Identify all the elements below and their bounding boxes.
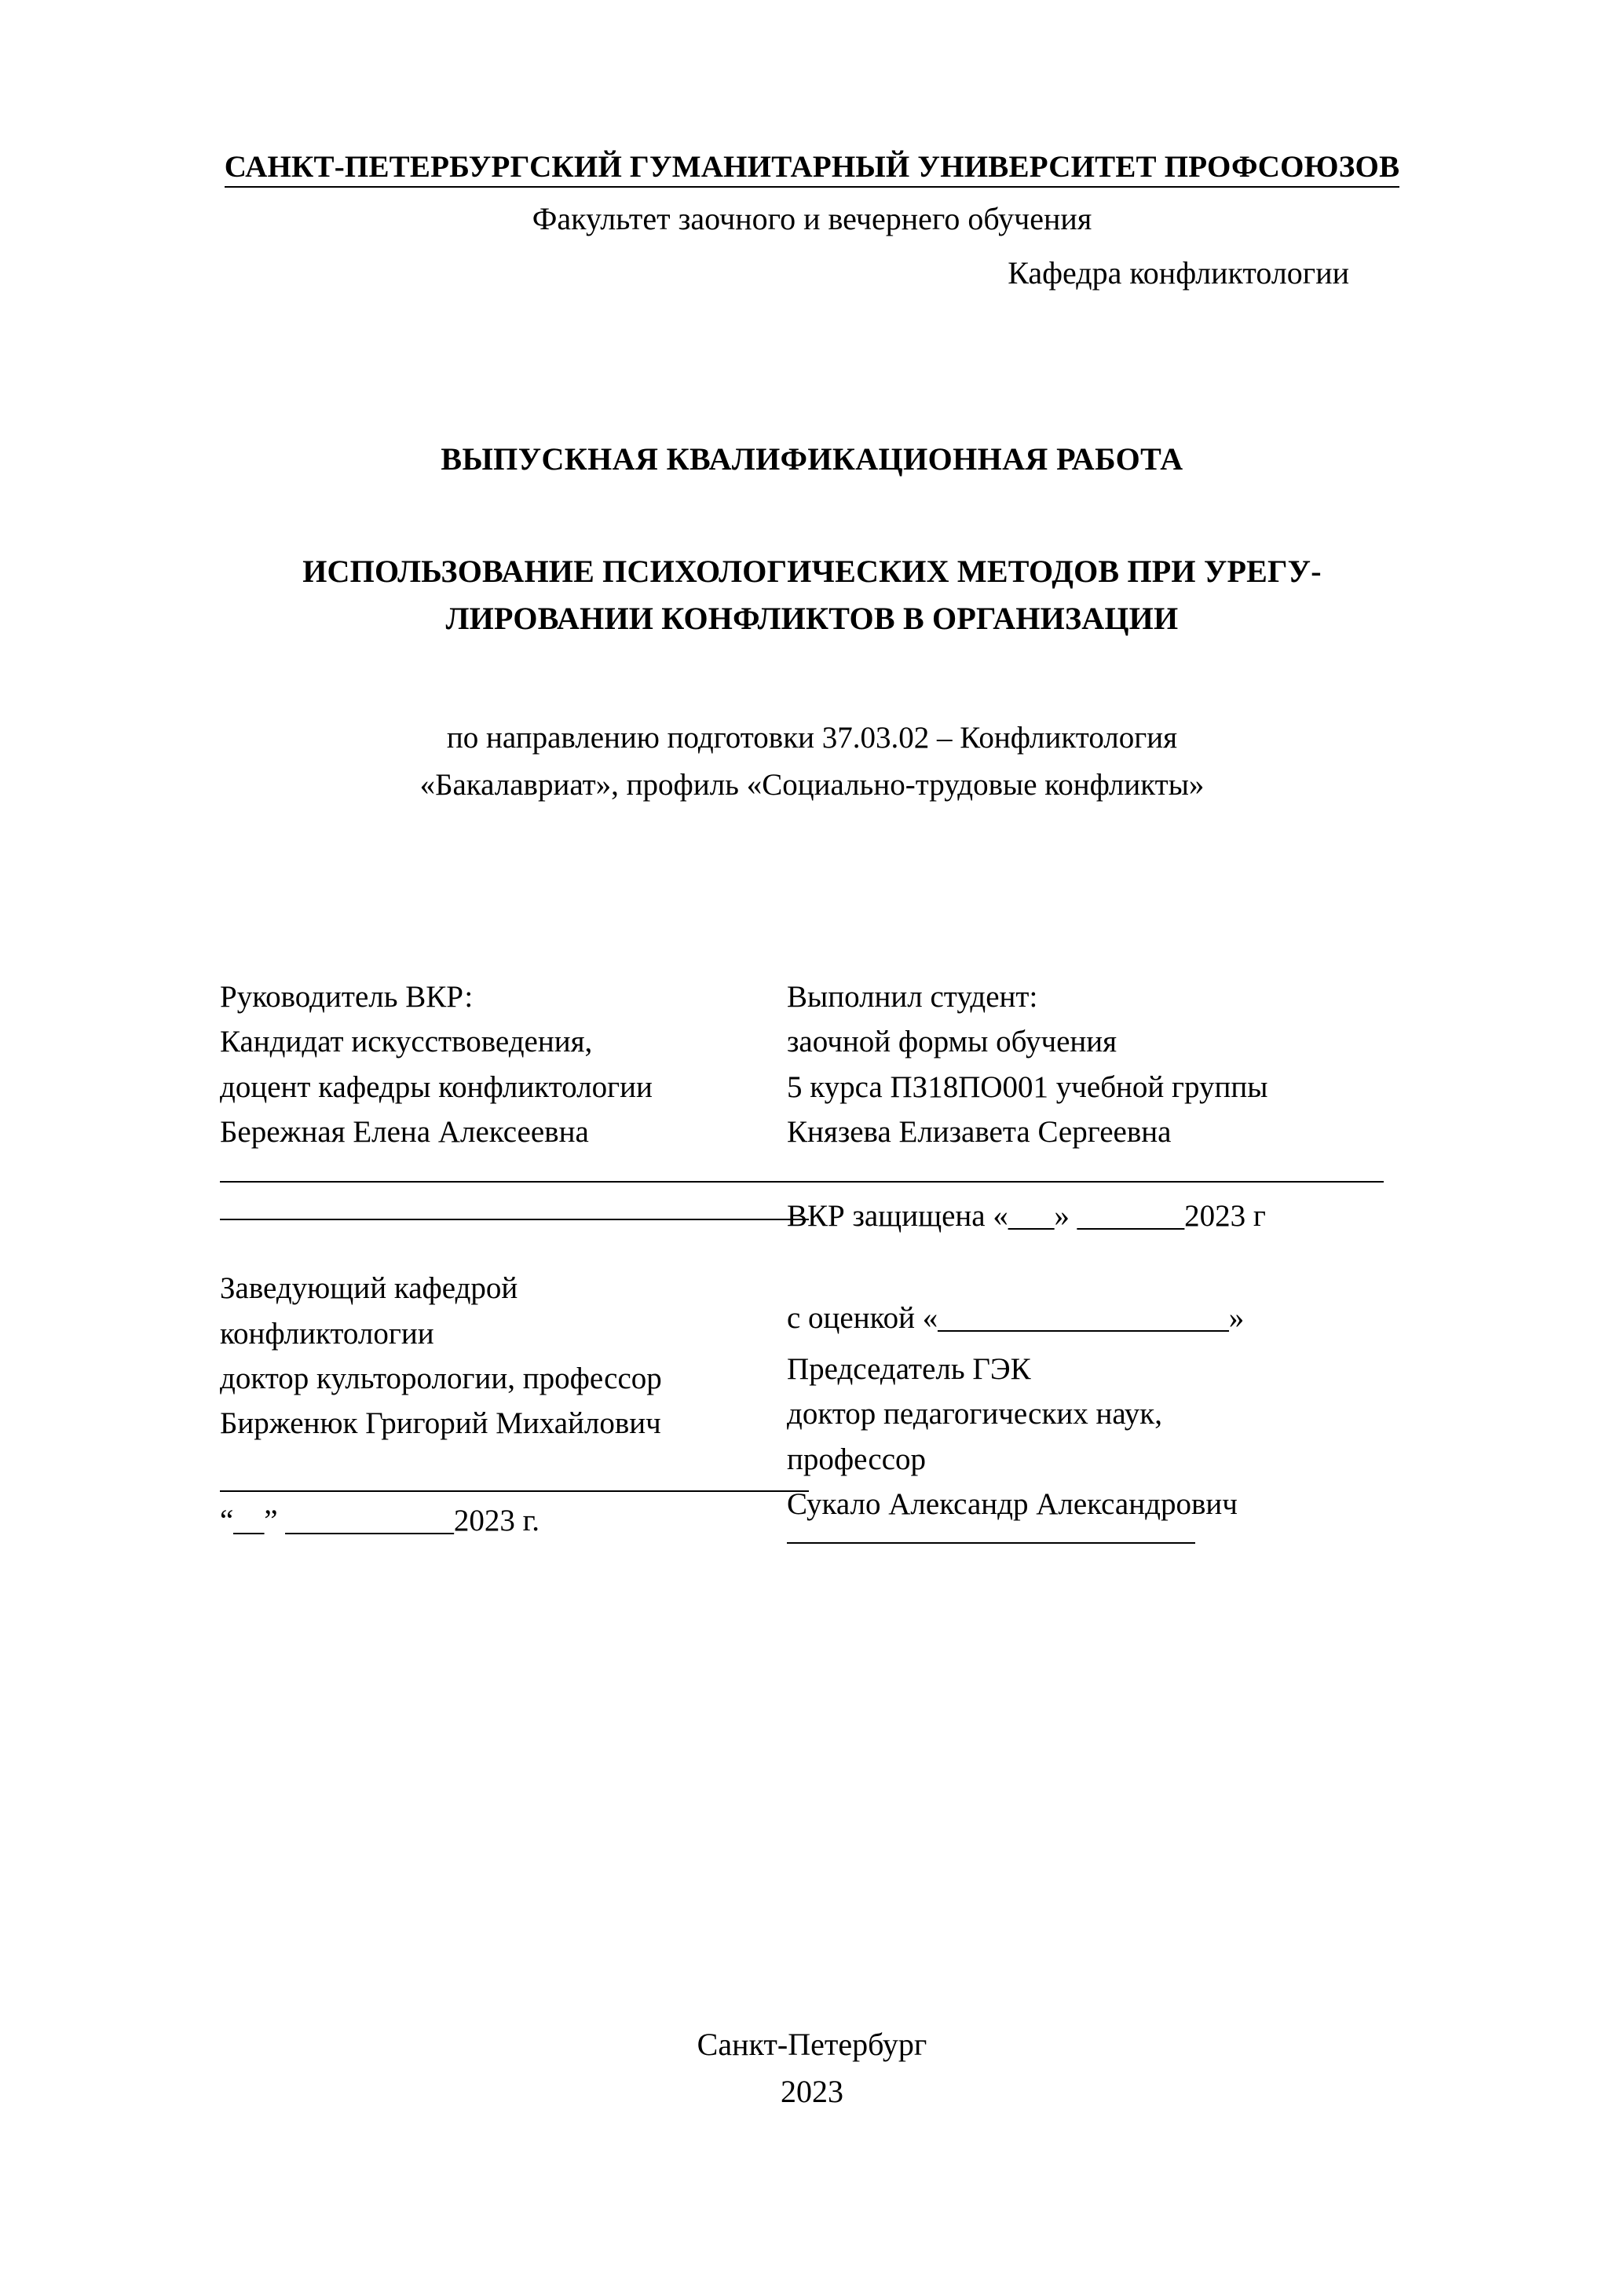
- work-title-line-2: ЛИРОВАНИИ КОНФЛИКТОВ В ОРГАНИЗАЦИИ: [445, 601, 1179, 636]
- supervisor-name: Бережная Елена Алексеевна: [220, 1114, 589, 1149]
- student-signature-line: [787, 1181, 1384, 1183]
- head-of-department-signature-line: [220, 1490, 809, 1492]
- page-footer: [0, 2021, 1624, 2115]
- supervisor-degree: Кандидат искусствоведения,: [220, 1025, 593, 1059]
- footer-year: 2023: [781, 2074, 843, 2109]
- head-of-department-label-2: конфликтологии: [220, 1316, 434, 1351]
- department-name: Кафедра конфликтологии: [1008, 255, 1349, 291]
- left-column: [149, 974, 777, 1538]
- student-group: 5 курса ПЗ18ПО001 учебной группы: [787, 1069, 1268, 1104]
- head-of-department-name: Бирженюк Григорий Михайлович: [220, 1406, 661, 1441]
- student-name: Князева Елизавета Сергеевна: [787, 1114, 1172, 1149]
- commission-chair-degree-1: доктор педагогических наук,: [787, 1397, 1162, 1431]
- work-title-line-1: ИСПОЛЬЗОВАНИЕ ПСИХОЛОГИЧЕСКИХ МЕТОДОВ ПРИ УРЕГУ-: [302, 554, 1322, 589]
- study-direction-line-1: по направлению подготовки 37.03.02 – Конфликтология: [446, 721, 1178, 755]
- footer-city: Санкт-Петербург: [697, 2027, 927, 2062]
- work-title: [149, 548, 1475, 642]
- right-column: [777, 974, 1475, 1544]
- defense-date-line: ВКР защищена «___» _______2023 г: [787, 1199, 1266, 1234]
- study-direction-line-2: «Бакалавриат», профиль «Социально-трудовые конфликты»: [419, 768, 1205, 803]
- head-of-department-degree: доктор культорологии, профессор: [220, 1361, 662, 1395]
- supervisor-signature-line-1: [220, 1181, 809, 1183]
- grade-line: с оценкой «___________________»: [787, 1300, 1245, 1335]
- commission-block: [787, 1296, 1475, 1527]
- commission-chair-signature-line: [787, 1542, 1195, 1544]
- commission-chair-name: Сукало Александр Александрович: [787, 1486, 1238, 1521]
- university-name-text: САНКТ-ПЕТЕРБУРГСКИЙ ГУМАНИТАРНЫЙ УНИВЕРСИТЕТ ПРОФСОЮЗОВ: [225, 149, 1400, 188]
- study-direction: [149, 715, 1475, 810]
- supervisor-signature-line-2: [220, 1219, 809, 1220]
- commission-chair-degree-2: профессор: [787, 1442, 927, 1476]
- university-name: [149, 149, 1475, 188]
- head-of-department-block: [220, 1266, 777, 1446]
- student-label: Выполнил студент:: [787, 979, 1038, 1014]
- faculty-name: Факультет заочного и вечернего обучения: [532, 201, 1092, 236]
- work-type: ВЫПУСКНАЯ КВАЛИФИКАЦИОННАЯ РАБОТА: [441, 441, 1183, 477]
- supervisor-position: доцент кафедры конфликтологии: [220, 1069, 653, 1104]
- head-of-department-date: “__” ___________2023 г.: [220, 1503, 540, 1537]
- student-form: заочной формы обучения: [787, 1025, 1117, 1059]
- head-of-department-label-1: Заведующий кафедрой: [220, 1271, 518, 1306]
- commission-chair-label: Председатель ГЭК: [787, 1351, 1031, 1386]
- signatures-block: [149, 974, 1475, 1544]
- supervisor-label: Руководитель ВКР:: [220, 979, 474, 1014]
